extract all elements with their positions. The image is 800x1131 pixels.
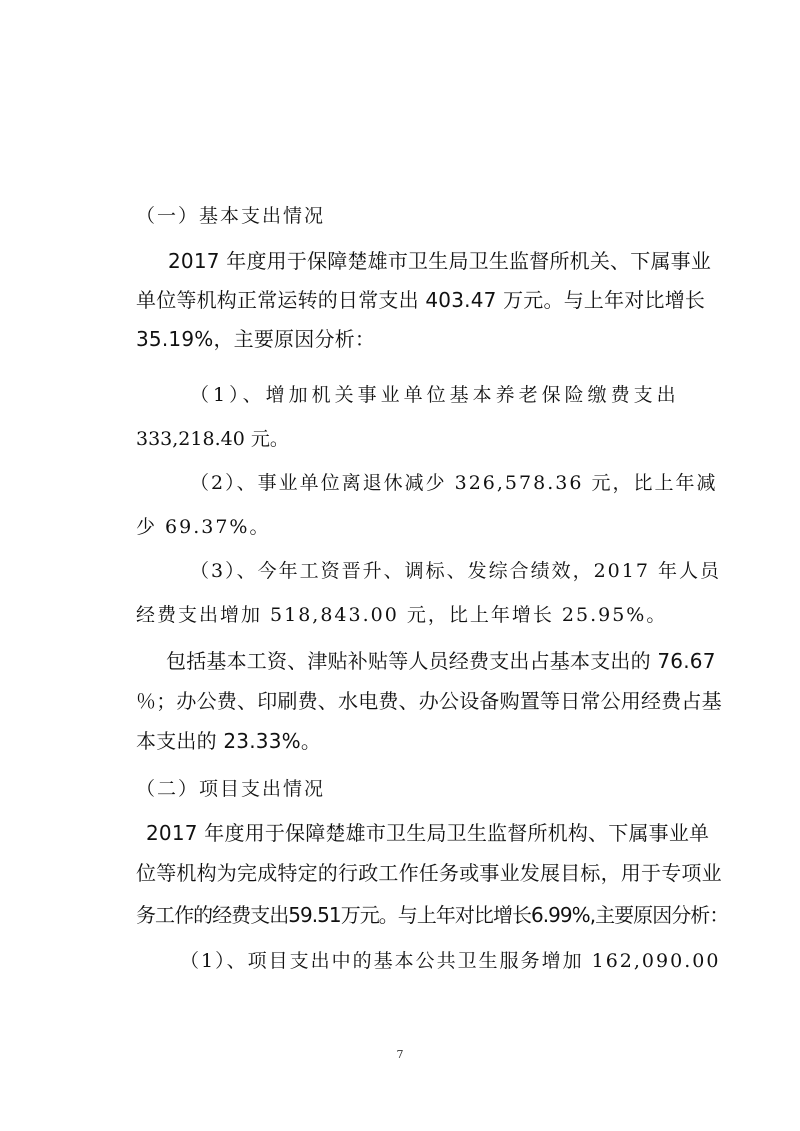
list-item-line: 333,218.40 元。 — [136, 428, 289, 450]
paragraph-line: ％；办公费、印刷费、水电费、办公设备购置等日常公用经费占基 — [136, 689, 722, 713]
paragraph-line: 单位等机构正常运转的日常支出 403.47 万元。与上年对比增长 — [136, 288, 706, 312]
list-item-line: （2）、事业单位离退休减少 326,578.36 元，比上年减 — [190, 472, 718, 494]
page-number: 7 — [396, 1048, 404, 1061]
list-item-line: （1）、项目支出中的基本公共卫生服务增加 162,090.00 — [180, 950, 721, 972]
section-heading-project-expenditure: （二）项目支出情况 — [136, 778, 326, 800]
paragraph-line: 务工作的经费支出59.51万元。与上年对比增长6.99%,主要原因分析： — [136, 903, 729, 927]
list-item-line: 少 69.37%。 — [136, 516, 271, 538]
paragraph-line: 2017 年度用于保障楚雄市卫生局卫生监督所机构、下属事业单 — [146, 821, 710, 845]
list-item-line: 经费支出增加 518,843.00 元，比上年增长 25.95%。 — [136, 604, 668, 626]
list-item-line: （1）、增加机关事业单位基本养老保险缴费支出 — [190, 384, 680, 406]
list-item-line: （3）、今年工资晋升、调标、发综合绩效，2017 年人员 — [190, 560, 721, 582]
paragraph-line: 本支出的 23.33%。 — [136, 729, 322, 753]
paragraph-line: 2017 年度用于保障楚雄市卫生局卫生监督所机关、下属事业 — [168, 249, 712, 273]
paragraph-line: 包括基本工资、津贴补贴等人员经费支出占基本支出的 76.67 — [166, 649, 716, 673]
paragraph-line: 位等机构为完成特定的行政工作任务或事业发展目标，用于专项业 — [136, 861, 722, 885]
section-heading-basic-expenditure: （一）基本支出情况 — [136, 205, 326, 227]
paragraph-line: 35.19%，主要原因分析： — [136, 327, 376, 351]
